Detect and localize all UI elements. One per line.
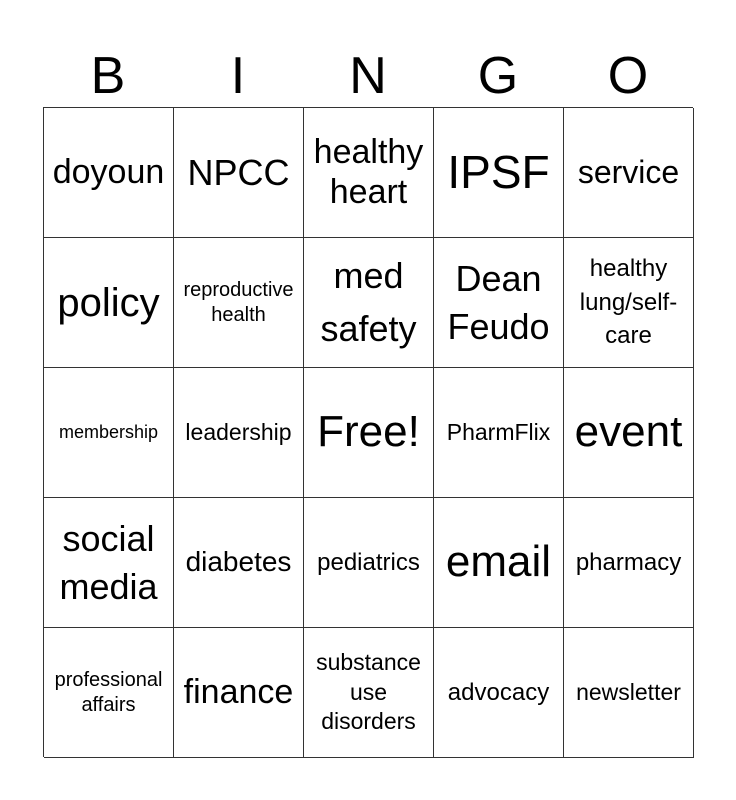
cell-text: diabetes — [185, 546, 292, 578]
bingo-cell[interactable] — [564, 238, 694, 368]
cell-text: reproductive health — [183, 278, 294, 326]
header-letter-b: B — [90, 47, 126, 105]
bingo-cell[interactable] — [434, 368, 564, 498]
bingo-cell[interactable] — [304, 108, 434, 238]
cell-text: advocacy — [447, 678, 550, 706]
cell-text: event — [574, 407, 683, 457]
cell-text: healthy lung/self-care — [579, 255, 678, 350]
bingo-cell[interactable] — [564, 368, 694, 498]
bingo-cell[interactable] — [44, 628, 174, 758]
bingo-cell[interactable] — [44, 368, 174, 498]
cell-text: social media — [59, 517, 158, 607]
cell-text: professional affairs — [54, 668, 163, 716]
cell-text: doyoun — [52, 152, 165, 191]
bingo-cell[interactable] — [564, 498, 694, 628]
bingo-cell[interactable] — [44, 108, 174, 238]
header-letter-g: G — [477, 47, 519, 105]
bingo-cell[interactable] — [434, 498, 564, 628]
bingo-cell[interactable] — [174, 498, 304, 628]
cell-text: PharmFlix — [446, 419, 551, 446]
bingo-cell[interactable] — [174, 238, 304, 368]
bingo-cell[interactable] — [564, 628, 694, 758]
header-letter-o: O — [607, 47, 649, 105]
cell-text: substance use disorders — [316, 648, 421, 735]
bingo-cell[interactable] — [304, 628, 434, 758]
cell-text: healthy heart — [313, 133, 424, 211]
bingo-cell[interactable] — [304, 238, 434, 368]
bingo-cell[interactable] — [174, 108, 304, 238]
cell-text: Free! — [317, 407, 420, 457]
header-letter-n: N — [349, 47, 387, 105]
bingo-cell[interactable] — [434, 108, 564, 238]
bingo-cell[interactable] — [434, 628, 564, 758]
cell-text: pediatrics — [317, 548, 420, 576]
cell-text: membership — [58, 422, 159, 443]
header-letter-i: I — [230, 47, 246, 105]
bingo-cell[interactable] — [174, 628, 304, 758]
cell-text: email — [445, 537, 552, 587]
cell-text: Dean Feudo — [447, 257, 550, 347]
cell-text: finance — [183, 672, 294, 711]
free-space-cell[interactable] — [304, 368, 434, 498]
bingo-cell[interactable] — [44, 238, 174, 368]
cell-text: med safety — [320, 255, 417, 349]
cell-text: policy — [57, 280, 160, 325]
bingo-board — [43, 107, 693, 757]
cell-text: NPCC — [187, 151, 290, 193]
bingo-cell[interactable] — [304, 498, 434, 628]
cell-text: leadership — [185, 419, 292, 446]
cell-text: IPSF — [447, 146, 550, 199]
cell-text: newsletter — [576, 679, 681, 706]
bingo-cell[interactable] — [564, 108, 694, 238]
bingo-cell[interactable] — [44, 498, 174, 628]
bingo-cell[interactable] — [174, 368, 304, 498]
cell-text: pharmacy — [575, 548, 682, 576]
cell-text: service — [577, 153, 680, 190]
bingo-cell[interactable] — [434, 238, 564, 368]
